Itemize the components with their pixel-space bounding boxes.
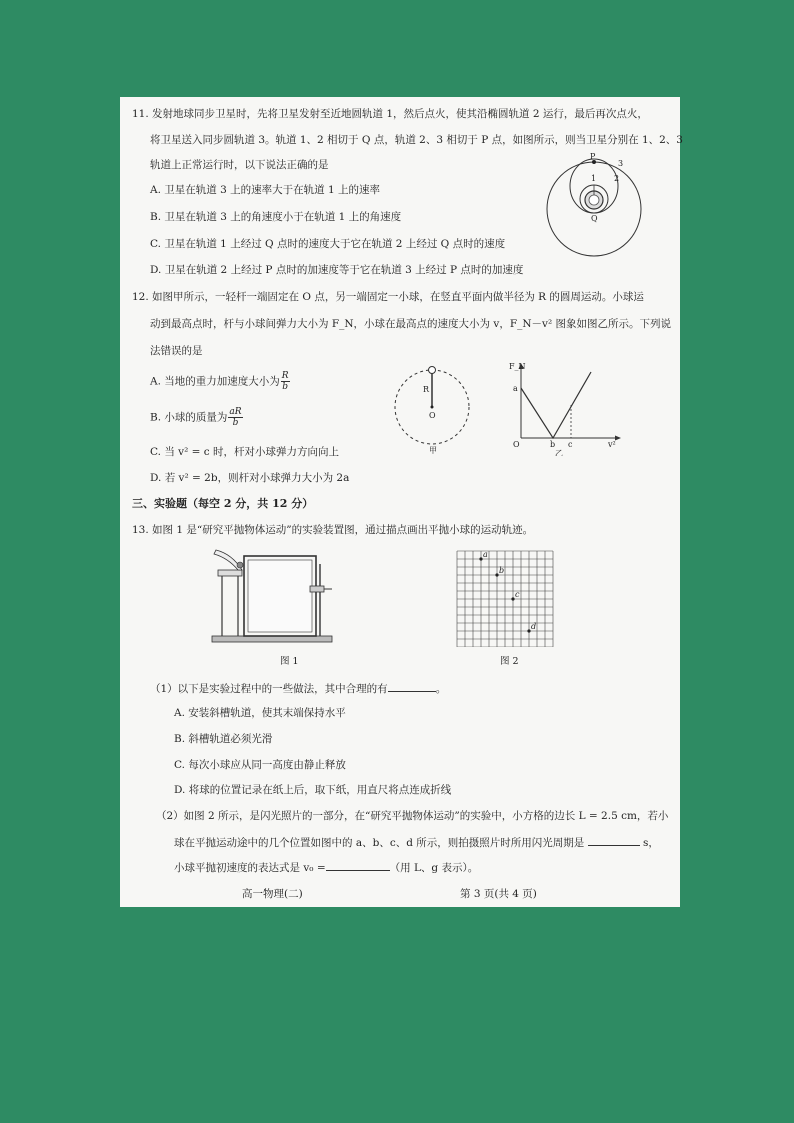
q12-option-b: B. 小球的质量为 $\frac{aR}{b}$	[150, 407, 242, 428]
q12-option-a: A. 当地的重力加速度大小为 $\frac{R}{b}$	[150, 371, 289, 392]
section-heading: 三、实验题（每空 2 分，共 12 分）	[132, 497, 314, 510]
fraction-ar-over-b: $\frac{aR}{b}$	[229, 407, 242, 428]
q12-option-c: C. 当 v² = c 时，杆对小球弹力方向向上	[150, 446, 340, 458]
label-point-b: b	[499, 566, 505, 575]
q13-part2-line1: （2）如图 2 所示，是闪光照片的一部分，在“研究平抛物体运动”的实验中，小方格的边长 L = 2.5 cm，若小	[156, 810, 669, 822]
footer-subject: 高一物理(二)	[242, 888, 303, 900]
caption-yi: 乙	[555, 449, 563, 456]
q12-line2: 动到最高点时，杆与小球间弹力大小为 F_N，小球在最高点的速度大小为 v，F_N－v² 图象如图乙所示。下列说	[150, 318, 672, 330]
q13-intro: 13. 如图 1 是“研究平抛物体运动”的实验装置图，通过描点画出平抛小球的运动轨迹。	[132, 524, 534, 536]
label-orbit3: 3	[618, 159, 624, 168]
orbit-diagram	[544, 149, 644, 257]
label-r: R	[423, 385, 430, 394]
label-o: O	[429, 411, 436, 420]
q13-part2-line3: 小球平抛初速度的表达式是 v₀ = （用 L、g 表示）。	[174, 862, 479, 874]
figure-2-grid	[455, 549, 555, 647]
q13-option-d: D. 将球的位置记录在纸上后，取下纸，用直尺将点连成折线	[174, 784, 452, 796]
q12-line1: 12. 如图甲所示，一轻杆一端固定在 O 点，另一端固定一小球，在竖直平面内做半径为 R 的圆周运动。小球运	[132, 291, 644, 303]
ball	[429, 367, 436, 374]
label-v2: v²	[608, 440, 616, 449]
small-ball	[237, 562, 243, 568]
base	[212, 636, 332, 642]
answer-blank-3[interactable]	[326, 860, 390, 871]
q11-line3: 轨道上正常运行时，以下说法正确的是	[150, 159, 329, 171]
label-origin: O	[513, 440, 520, 449]
exam-page	[120, 97, 683, 907]
q13-part2-line2: 球在平抛运动途中的几个位置如图中的 a、b、c、d 所示，则拍摄照片时所用闪光周期是 s，	[174, 837, 659, 849]
q11-line2: 将卫星送入同步圆轨道 3。轨道 1、2 相切于 Q 点，轨道 2、3 相切于 P 点，如图所示，则当卫星分别在 1、2、3	[150, 134, 683, 146]
label-p: P	[590, 152, 596, 161]
q12-line3: 法错误的是	[150, 345, 203, 357]
q11-option-b: B. 卫星在轨道 3 上的角速度小于在轨道 1 上的角速度	[150, 211, 402, 223]
footer-page-number: 第 3 页(共 4 页)	[460, 888, 537, 900]
figure-jia	[390, 360, 476, 456]
label-orbit2: 2	[614, 174, 620, 183]
clamp	[310, 586, 324, 592]
label-fn: F_N	[509, 362, 526, 371]
q13-option-c: C. 每次小球应从同一高度由静止释放	[174, 759, 346, 771]
figure-1-caption: 图 1	[280, 656, 299, 667]
q11-line1: 11. 发射地球同步卫星时，先将卫星发射至近地圆轨道 1，然后点火，使其沿椭圆轨道 2 运行，最后再次点火，	[132, 108, 648, 120]
q11-option-d: D. 卫星在轨道 2 上经过 P 点时的加速度等于它在轨道 3 上经过 P 点时的加速度	[150, 264, 524, 276]
q11-option-c: C. 卫星在轨道 1 上经过 Q 点时的速度大于它在轨道 2 上经过 Q 点时的速度	[150, 238, 506, 250]
table-top	[218, 570, 242, 576]
board	[248, 560, 312, 632]
q13-option-a: A. 安装斜槽轨道，使其末端保持水平	[174, 707, 346, 719]
fn-v2-line	[521, 372, 591, 438]
q11-option-a: A. 卫星在轨道 3 上的速率大于在轨道 1 上的速率	[150, 184, 380, 196]
figure-1-apparatus	[210, 544, 340, 644]
figure-yi-graph	[505, 360, 625, 456]
answer-blank-2[interactable]	[588, 835, 640, 846]
label-point-a: a	[483, 550, 488, 559]
fraction-r-over-b: $\frac{R}{b}$	[281, 371, 289, 392]
label-point-c: c	[515, 590, 520, 599]
answer-blank-1[interactable]	[388, 681, 436, 692]
figure-2-caption: 图 2	[500, 656, 519, 667]
label-orbit1: 1	[591, 174, 597, 183]
q12-option-d: D. 若 v² = 2b，则杆对小球弹力大小为 2a	[150, 472, 350, 484]
caption-jia: 甲	[429, 446, 437, 455]
label-a: a	[513, 384, 518, 393]
q13-option-b: B. 斜槽轨道必须光滑	[174, 733, 273, 745]
label-b: b	[550, 440, 556, 449]
label-c: c	[568, 440, 573, 449]
label-q: Q	[591, 214, 598, 223]
label-point-d: d	[531, 622, 537, 631]
q13-part1: （1）以下是实验过程中的一些做法，其中合理的有 。	[150, 683, 447, 695]
